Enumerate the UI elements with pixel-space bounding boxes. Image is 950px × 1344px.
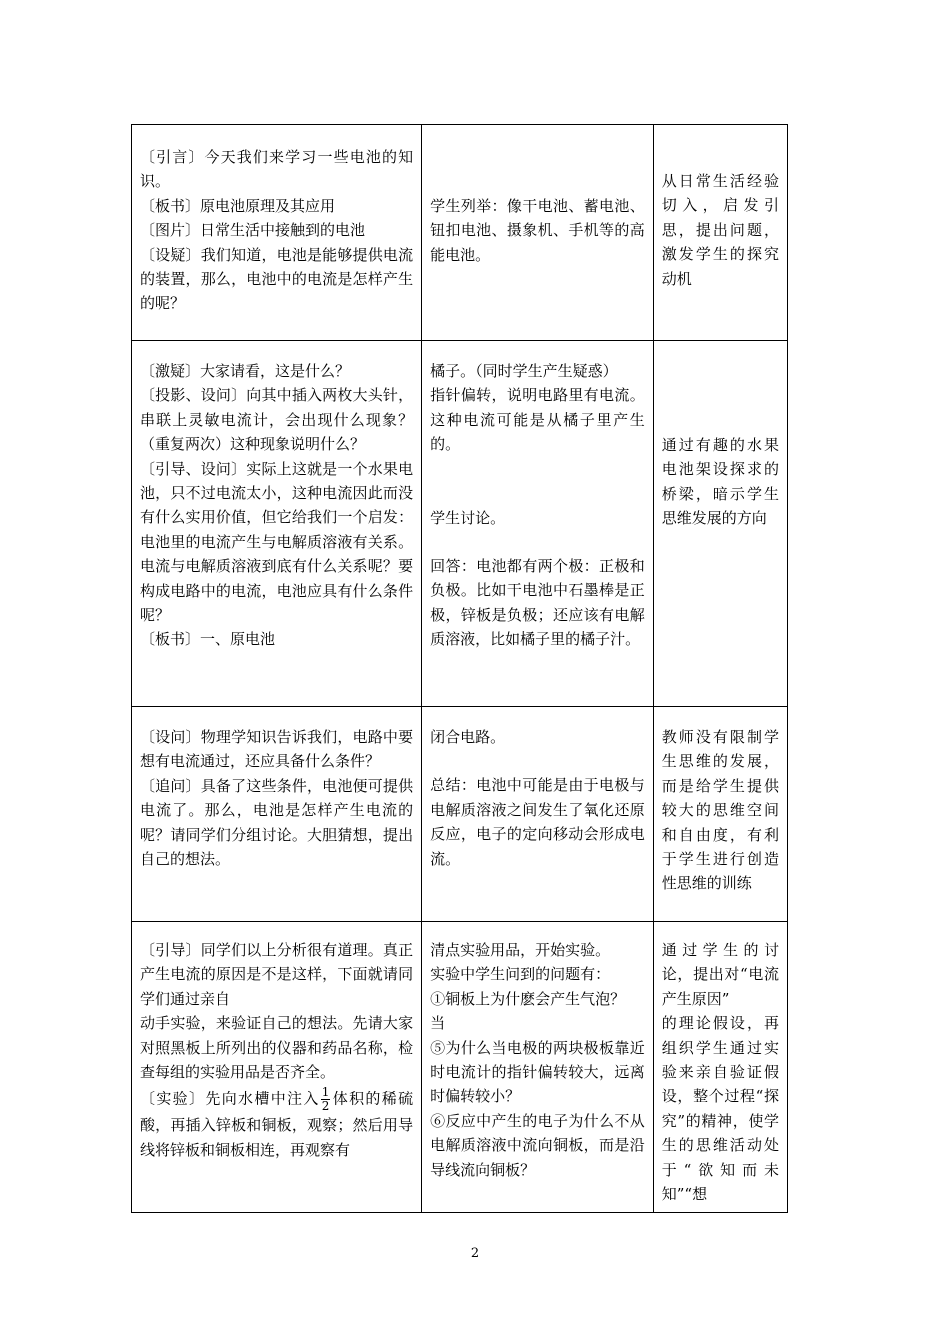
teacher-paragraph: 〔板书〕一、原电池 — [140, 630, 276, 649]
student-paragraph: 回答：电池都有两个极：正极和负极。比如干电池中石墨棒是正极，锌板是负极；还应该有电解质溶液，比如橘子里的橘子汁。 — [430, 557, 645, 649]
student-activity-cell — [422, 125, 654, 341]
fraction-denominator: 2 — [321, 1099, 330, 1114]
student-paragraph: ⑥反应中产生的电子为什么不从电解质溶液中流向铜板，而是沿导线流向铜板？ — [430, 1111, 645, 1179]
teacher-activity-cell — [132, 707, 422, 922]
fraction-numerator: 1 — [321, 1085, 330, 1100]
intent-paragraph: 通过有趣的水果电池架设探求的桥梁，暗示学生思维发展的方向 — [661, 436, 779, 528]
table-row — [132, 922, 788, 1213]
design-intent-cell — [653, 341, 787, 707]
table-row — [132, 707, 788, 922]
teacher-paragraph: 〔图片〕日常生活中接触到的电池 — [140, 221, 366, 240]
teacher-paragraph: 〔激疑〕大家请看，这是什么？ — [140, 362, 351, 380]
teacher-paragraph: 〔板书〕原电池原理及其应用 — [140, 196, 336, 215]
student-paragraph: 学生讨论。 — [430, 508, 506, 527]
intent-paragraph: 教师没有限制学生思维的发展，而是给学生提供较大的思维空间和自由度，有利于学生进行创造性思维的训练 — [661, 728, 779, 893]
teacher-activity-cell — [132, 125, 422, 341]
teacher-paragraph: 〔引导〕同学们以上分析很有道理。真正产生电流的原因是不是这样，下面就请同学们通过亲自 — [140, 941, 414, 1008]
design-intent-cell — [653, 125, 787, 341]
student-paragraph: 闭合电路。 — [430, 728, 506, 746]
student-paragraph: 学生列举：像干电池、蓄电池、钮扣电池、摄象机、手机等的高能电池。 — [430, 197, 645, 264]
teacher-paragraph: 动手实验，来验证自己的想法。先请大家对照黑板上所列出的仪器和药品名称，检查每组的实验用品是否齐全。 — [140, 1014, 414, 1082]
student-paragraph: 指针偏转，说明电路里有电流。这种电流可能是从橘子里产生的。 — [430, 386, 645, 454]
student-activity-cell — [422, 341, 654, 707]
intent-paragraph: 的理论假设，再组织学生通过实验来亲自验证假设，整个过程“探究”的精神，使学生的思维活动处于“欲知而未知”“想 — [661, 1014, 779, 1204]
teacher-paragraph: 〔设问〕物理学知识告诉我们，电路中要想有电流通过，还应具备什么条件？ — [140, 728, 414, 771]
intent-paragraph: 通过学生的讨论，提出对“电流产生原因” — [661, 941, 779, 1008]
student-paragraph: ⑤为什么当电极的两块极板靠近时电流计的指针偏转较大，远离时偏转较小？ — [430, 1038, 645, 1106]
page-number: 2 — [470, 1246, 480, 1261]
teacher-activity-cell — [132, 922, 422, 1213]
student-activity-cell — [422, 922, 654, 1213]
experiment-text-before: 〔实验〕先向水槽中注入 — [140, 1089, 320, 1108]
student-paragraph: 实验中学生问到的问题有： — [430, 965, 611, 984]
experiment-text-after: 体积的稀硫酸，再插入锌板和铜板，观察；然后用导线将锌板和铜板相连，再观察有 — [140, 1089, 414, 1159]
intent-paragraph: 从日常生活经验切入，启发引思，提出问题，激发学生的探究动机 — [661, 172, 779, 288]
teacher-paragraph: 〔引导、设问〕实际上这就是一个水果电池，只不过电流太小，这种电流因此而没有什么实用价值，但它给我们一个启发：电池里的电流产生与电解质溶液有关系。电流与电解质溶液到底有什么关系呢？要构成电路中的电流，电池应具有什么条件呢？ — [140, 459, 414, 625]
teacher-paragraph: 〔追问〕具备了这些条件，电池便可提供电流了。那么，电池是怎样产生电流的呢？请同学们分组讨论。大胆猜想，提出自己的想法。 — [140, 776, 414, 869]
teacher-paragraph: 〔投影、设问〕向其中插入两枚大头针，串联上灵敏电流计，会出现什么现象？（重复两次）这种现象说明什么？ — [140, 386, 414, 454]
experiment-paragraph — [140, 1086, 413, 1162]
fraction — [321, 1086, 331, 1113]
student-activity-cell — [422, 707, 654, 922]
teacher-paragraph: 〔设疑〕我们知道，电池是能够提供电流的装置，那么，电池中的电流是怎样产生的呢？ — [140, 245, 414, 313]
student-paragraph: 橘子。（同时学生产生疑惑） — [430, 362, 618, 380]
student-paragraph: 总结：电池中可能是由于电极与电解质溶液之间发生了氧化还原反应，电子的定向移动会形成电流。 — [430, 776, 645, 868]
teacher-activity-cell — [132, 341, 422, 707]
student-paragraph: 清点实验用品，开始实验。 — [430, 941, 611, 959]
design-intent-cell — [653, 922, 787, 1213]
teacher-paragraph: 〔引言〕今天我们来学习一些电池的知识。 — [140, 148, 414, 191]
lesson-plan-table — [131, 124, 788, 1213]
design-intent-cell — [653, 707, 787, 922]
student-paragraph: ①铜板上为什麽会产生气泡？ — [430, 989, 626, 1008]
table-row — [132, 125, 788, 341]
table-row — [132, 341, 788, 707]
student-paragraph: 当 — [430, 1014, 446, 1033]
